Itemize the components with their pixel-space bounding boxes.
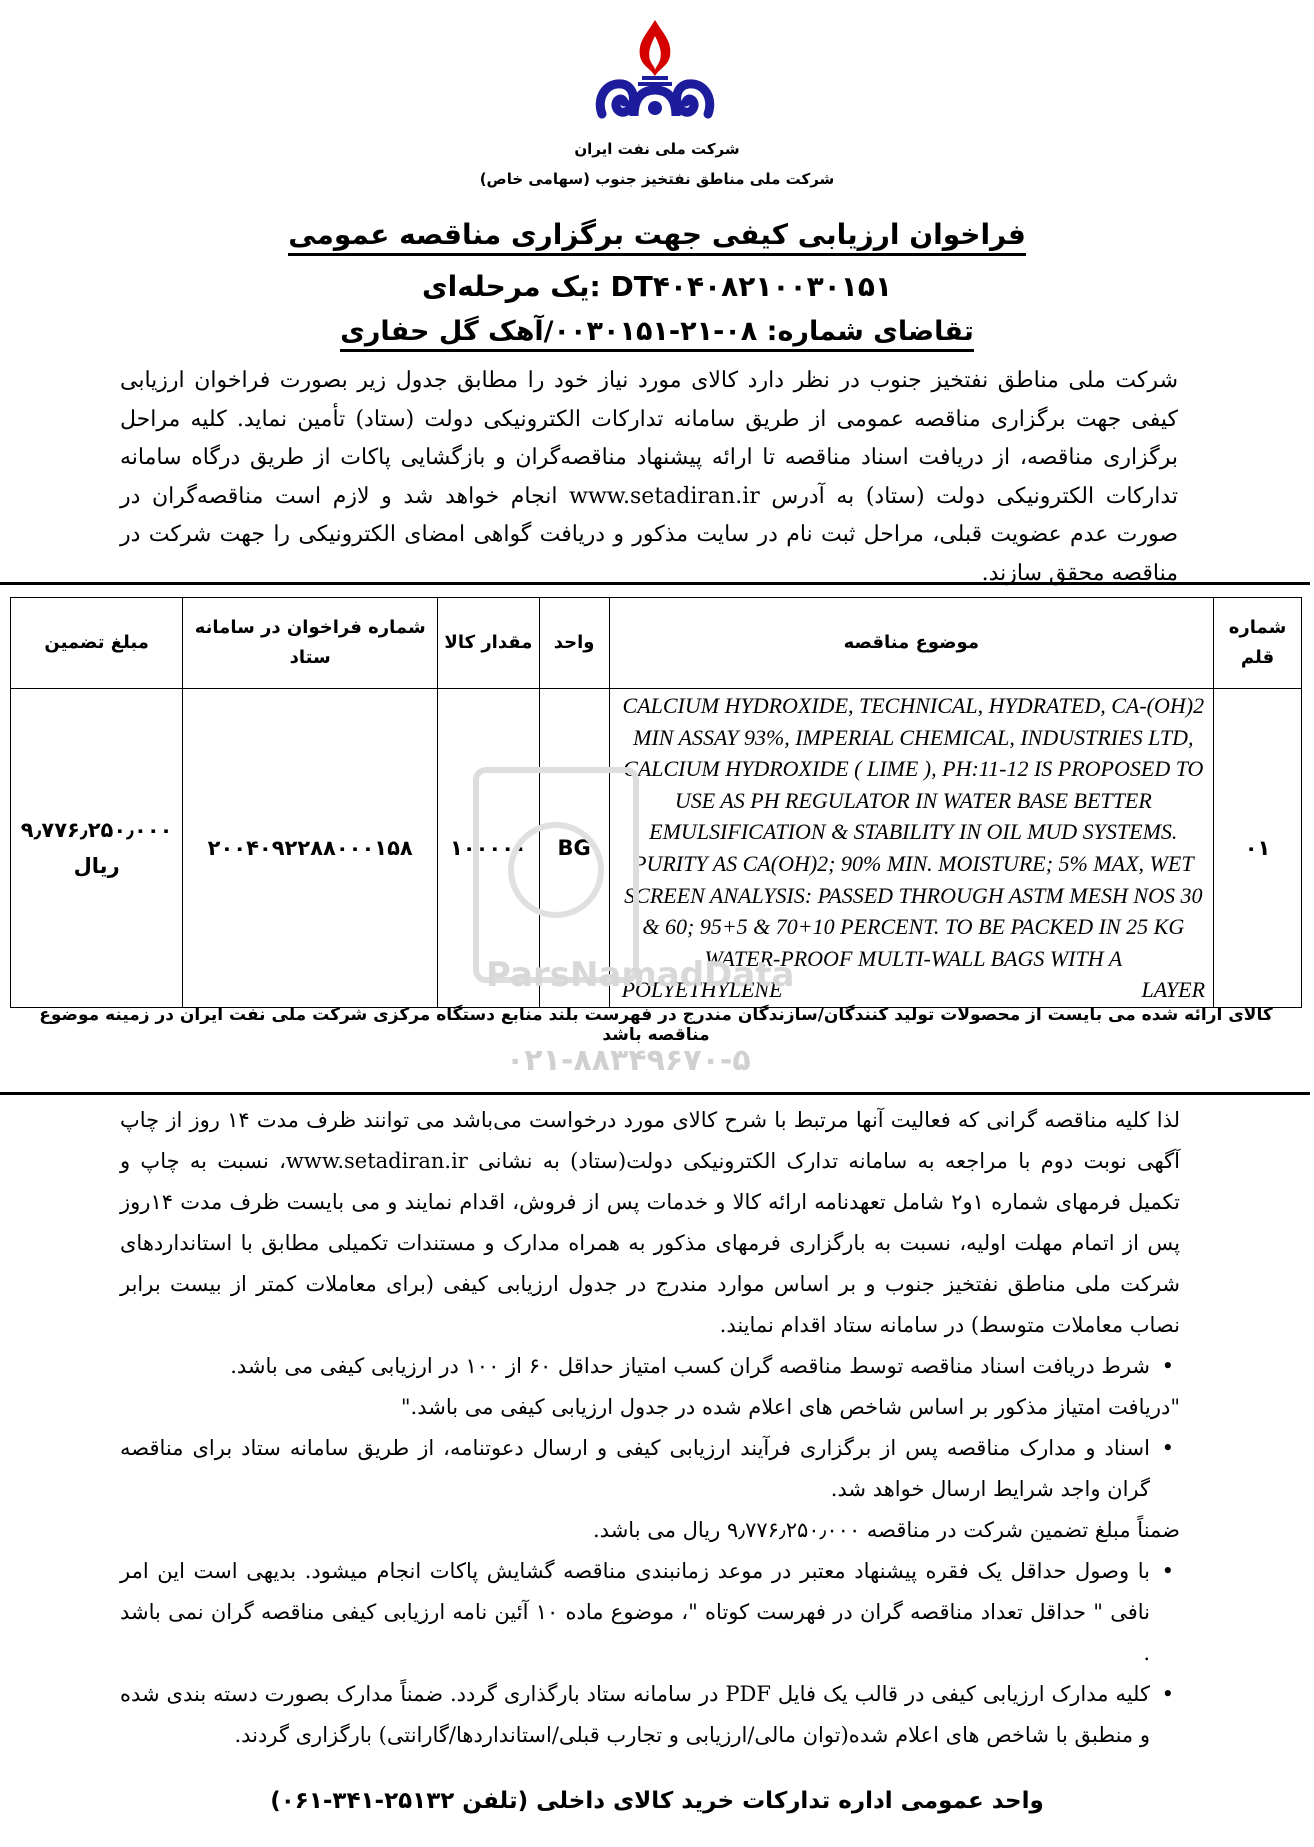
bullet-1: • شرط دریافت اسناد مناقصه توسط مناقصه گران کسب امتیاز حداقل ۶۰ از ۱۰۰ در ارزیابی کیفی می باشد. — [120, 1346, 1180, 1387]
cell-qty: ۱۰۰۰۰۰ — [438, 689, 540, 1008]
items-table-section — [0, 582, 1310, 1095]
header-unit: واحد — [539, 598, 609, 689]
header-call-no: شماره فراخوان در سامانه ستاد — [183, 598, 438, 689]
header-qty: مقدار کالا — [438, 598, 540, 689]
table-note: کالای ارائه شده می بایست از محصولات تولید کنندگان/سازندگان مندرج در فهرست بلند منابع دستگاه مرکزی شرکت ملی نفت ایران در زمینه موضوع مناقصه باشد — [39, 1005, 1273, 1045]
stage-number: یک مرحله‌ای: DT۴۰۴۰۸۲۱۰۰۳۰۱۵۱ — [421, 270, 893, 303]
items-table — [10, 597, 1302, 1008]
body-text — [120, 1100, 1180, 1756]
table-header-row — [11, 598, 1302, 689]
nioc-logo — [590, 18, 720, 126]
watermark-phone: ۰۲۱-۸۸۳۴۹۶۷۰-۵ — [506, 1043, 751, 1078]
bullet-4: • کلیه مدارک ارزیابی کیفی در قالب یک فایل PDF در سامانه ستاد بارگذاری گردد. ضمناً مدارک بصورت دسته بندی شده و منطبق با شاخص های اعلام شده(توان مالی/ارزیابی و تجارب قبلی/استانداردها/گارانتی) بارگزاری گردند. — [120, 1674, 1180, 1756]
header-guarantee: مبلغ تضمین — [11, 598, 183, 689]
header-item-no: شماره قلم — [1214, 598, 1302, 689]
guarantee-unit: ریال — [73, 854, 120, 878]
request-number: تقاضای شماره: ۰۸-۲۱-۰۰۳۰۱۵۱/آهک گل حفاری — [0, 316, 1314, 347]
bullet-3: • با وصول حداقل یک فقره پیشنهاد معتبر در موعد زمانبندی مناقصه گشایش پاکات انجام میشود. بدیهی است این امر نافی " حداقل تعداد مناقصه گران در فهرست کوتاه "، موضوع ماده ۱۰ آئین نامه ارزیابی کیفی مناقصه گران نمی باشد . — [120, 1551, 1180, 1674]
cell-unit: BG — [539, 689, 609, 1008]
guarantee-amount: ۹٫۷۷۶٫۲۵۰٫۰۰۰ — [20, 818, 173, 842]
cell-call-no: ۲۰۰۴۰۹۲۲۸۸۰۰۰۱۵۸ — [183, 689, 438, 1008]
cell-item-no: ۰۱ — [1214, 689, 1302, 1008]
header-subject: موضوع مناقصه — [609, 598, 1213, 689]
org-subtitle: شرکت ملی مناطق نفتخیز جنوب (سهامی خاص) — [479, 170, 835, 188]
footer-contact: واحد عمومی اداره تدارکات خرید کالای داخلی (تلفن ۲۵۱۳۲-۳۴۱-۰۶۱) — [270, 1788, 1044, 1814]
cell-guarantee — [11, 689, 183, 1008]
intro-paragraph: شرکت ملی مناطق نفتخیز جنوب در نظر دارد کالای مورد نیاز خود را مطابق جدول زیر بصورت فراخوان ارزیابی کیفی جهت برگزاری مناقصه عمومی از طریق سامانه تدارکات الکترونیکی دولت (ستاد) تأمین نماید. کلیه مراحل برگزاری مناقصه، از دریافت اسناد مناقصه تا ارائه پیشنهاد مناقصه‌گران و بازگشایی پاکات از طریق درگاه سامانه تدارکات الکترونیکی دولت (ستاد) به آدرس www.setadiran.ir انجام خواهد شد و لازم است مناقصه‌گران در صورت عدم عضویت قبلی، مراحل ثبت نام در سایت مذکور و دریافت گواهی امضای الکترونیکی را جهت شرکت در مناقصه محقق سازند. — [120, 368, 1179, 586]
body-paragraph-1: لذا کلیه مناقصه گرانی که فعالیت آنها مرتبط با شرح کالای مورد درخواست می‌باشد می توانند ظرف مدت ۱۴ روز از چاپ آگهی نوبت دوم با مراجعه به سامانه تدارک الکترونیکی دولت(ستاد) به نشانی www.setadiran.ir، نسبت به چاپ و تکمیل فرمهای شماره ۱و۲ شامل تعهدنامه ارائه کالا و خدمات پس از فروش، اقدام نمایند و می بایست ظرف مدت ۱۴روز پس از اتمام مهلت اولیه، نسبت به بارگزاری فرمهای مذکور به همراه مدارک و مستندات تکمیلی مطابق با استانداردهای شرکت ملی مناطق نفتخیز جنوب و بر اساس موارد مندرج در جدول ارزیابی کیفی (برای معاملات کمتر از بیست برابر نصاب معاملات متوسط) در سامانه ستاد اقدام نمایند. — [120, 1108, 1180, 1337]
cell-subject: CALCIUM HYDROXIDE, TECHNICAL, HYDRATED, CA-(OH)2 MIN ASSAY 93%, IMPERIAL CHEMICAL, INDUSTRIES LTD, CALCIUM HYDROXIDE ( LIME ), PH:11-12 IS PROPOSED TO USE AS PH REGULATOR IN WATER BASE BETTER EMULSIFICATION & STABILITY IN OIL MUD SYSTEMS. PURITY AS CA(OH)2; 90% MIN. MOISTURE; 5% MAX, WET SCREEN ANALYSIS: PASSED THROUGH ASTM MESH NOS 30 & 60; 95+5 & 70+10 PERCENT. TO BE PACKED IN 25 KG WATER-PROOF MULTI-WALL BAGS WITH A POLYETHYLENE LAYER — [609, 689, 1213, 1008]
bullet-2: • اسناد و مدارک مناقصه پس از برگزاری فرآیند ارزیابی کیفی و ارسال دعوتنامه، از طریق سامانه ستاد برای مناقصه گران واجد شرایط ارسال خواهد شد. — [120, 1428, 1180, 1510]
bullet-1-quote: "دریافت امتیاز مذکور بر اساس شاخص های اعلام شده در جدول ارزیابی کیفی می باشد." — [400, 1395, 1180, 1419]
org-name: شرکت ملی نفت ایران — [574, 140, 740, 158]
watermark-text: ParsNamadData — [486, 955, 795, 995]
guarantee-paragraph: ضمناً مبلغ تضمین شرکت در مناقصه ۹٫۷۷۶٫۲۵۰٫۰۰۰ ریال می باشد. — [593, 1518, 1180, 1542]
notice-title: فراخوان ارزیابی کیفی جهت برگزاری مناقصه عمومی — [0, 218, 1314, 251]
table-row — [11, 689, 1302, 1008]
